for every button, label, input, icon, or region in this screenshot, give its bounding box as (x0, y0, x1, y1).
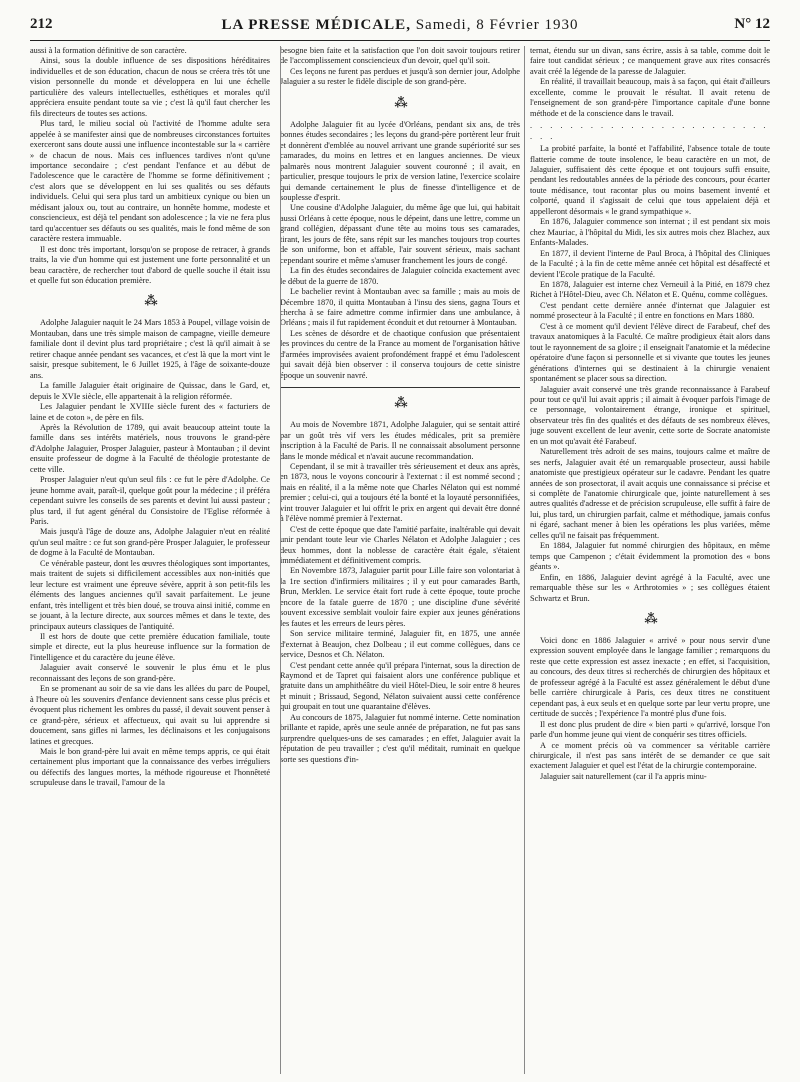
journal-name: LA PRESSE MÉDICALE, (221, 17, 411, 33)
section-separator-stars: ⁂ (144, 293, 156, 309)
paragraph: C'est à ce moment qu'il devient l'élève direct de Farabeuf, chef des travaux anatomiques à la Faculté. Ce maître prodigieux était alors dans tout le rayonnement de sa gloire ; il enseignait l'anatomie et la médecine opératoire d'une façon si personnelle et si vivante que toutes les jeunes générations d'internes qui se destinaient à la chirurgie venaient spontanément se placer sous sa direction. (530, 321, 770, 384)
column-divider (524, 46, 525, 1074)
article-columns (30, 46, 770, 1074)
section-separator-stars: ⁂ (644, 611, 656, 627)
paragraph: besogne bien faite et la satisfaction que l'on doit savoir toujours retirer de l'accomplissement consciencieux d'un devoir, quel qu'il soit. (280, 46, 520, 66)
section-separator-stars: ⁂ (394, 395, 406, 411)
paragraph: En Novembre 1873, Jalaguier partit pour Lille faire son volontariat à la 1re section d'infirmiers militaires ; il y eut pour camarades Barth, Brun, Merklen. Le service était fort rude à cette époque, toute proche encore de la fatale guerre de 1870 ; une discipline d'une sévérité souvent excessive semblait vouloir faire expier aux jeunes générations les fautes et les erreurs de leurs pères. (280, 566, 520, 628)
ellipsis-separator: . . . . . . . . . . . . . . . . . . . . . . . . . . . (530, 121, 769, 141)
paragraph: Adolphe Jalaguier fit au lycée d'Orléans, pendant six ans, de très bonnes études secondaires ; les leçons du grand-père portèrent leur fruit et donnèrent d'emblée au nouvel arrivant une grande supériorité sur ses camarades, du moins en lettres et en langues anciennes. De vieux palmarès nous montrent Jalaguier souvent couronné ; il avait, en particulier, presque toujours le prix de version latine, l'exercice scolaire qui demande certainement le plus de finesse d'intelligence et de souplesse d'esprit. (280, 119, 520, 202)
paragraph: ternat, étendu sur un divan, sans écrire, assis à sa table, comme doit le faire tout candidat sérieux ; ce manquement grave aux rites consacrés avait créé la légende de la paresse de Jalaguier. (530, 46, 770, 76)
paragraph: Ces leçons ne furent pas perdues et jusqu'à son dernier jour, Adolphe Jalaguier a su rester le fidèle disciple de son grand-père. (280, 66, 520, 87)
paragraph: Une cousine d'Adolphe Jalaguier, du même âge que lui, qui habitait aussi Orléans à cette époque, nous le dépeint, dans une lettre, comme un grand collégien, dépassant d'une tête au moins tous ses camarades, tirant, les jours de fête, sans répit sur les manches toujours trop courtes de son uniforme, bon et affable, l'air souvent sérieux, mais sachant cependant sourire et même s'amuser franchement les jours de congé. (280, 203, 520, 265)
paragraph: Mais le bon grand-père lui avait en même temps appris, ce qui était certainement plus important que la connaissance des verbes irréguliers ou défectifs des langues mortes, la méthode rigoureuse et l'honnêteté scrupuleuse dans le travail, l'amour de la (30, 747, 270, 788)
paragraph: Cependant, il se mit à travailler très sérieusement et deux ans après, en 1873, nous le voyons concourir à l'externat : il est nommé second ; mais en réalité, il a la même note que Charles Nélaton qui est nommé premier ; celui-ci, qui a toujours été la bonté et la loyauté personnifiées, vint trouver Jalaguier et lui offrit le prix en argent qui devait être donné à l'élève nommé premier à l'externat. (280, 461, 520, 524)
paragraph: Mais jusqu'à l'âge de douze ans, Adolphe Jalaguier n'eut en réalité qu'un seul maître : ce fut son grand-père Prosper Jalaguier, le professeur de dogme à la Faculté de Montauban. (30, 527, 270, 558)
paragraph: Plus tard, le milieu social où l'activité de l'homme adulte sera appelée à se manifester ainsi que de nombreuses circonstances fortuites exerceront sans doute aussi une influence incontestable sur la « carrière » de chacun de nous. Mais ces influences tardives n'ont qu'une importance secondaire ; c'est pendant l'enfance et au début de l'adolescence que le caractère de l'homme se forme définitivement ; c'est alors que se développent en lui ses qualités ou ses défauts individuels. Celui qui sera plus tard un ambitieux cynique ou bien un médisant jaloux ou, tout au contraire, un honnête homme, modeste et consciencieux, est déjà tel pendant son adolescence ; la vie ne fera plus tard qu'accentuer ses défauts ou ses qualités, mais le fond même de son caractère restera immuable. (30, 119, 270, 244)
page-header (30, 14, 770, 41)
paragraph: Il est donc plus prudent de dire « bien parti » qu'arrivé, lorsque l'on parle d'un homme jeune qui vient de conquérir ses titres officiels. (530, 719, 770, 740)
paragraph: En réalité, il travaillait beaucoup, mais à sa façon, qui était d'ailleurs excellente, comme le prouvait le résultat. Il avait retenu de l'enseignement de son grand-père l'importance capitale d'une bonne méthode et de la conscience dans le travail. (530, 77, 770, 118)
paragraph: Jalaguier avait conservé une très grande reconnaissance à Farabeuf pour tout ce qu'il lui avait appris ; il aimait à évoquer parfois l'image de ce personnage, volontairement étrange, ironique et spirituel, observateur très fin des qualités et des défauts de ses nombreux élèves, juge souvent excellent de leur avenir, cette sorte de Socrate anatomiste en un mot qu'avait été Farabeuf. (530, 384, 770, 446)
paragraph: En 1876, Jalaguier commence son internat ; il est pendant six mois chez Mauriac, à l'hôpital du Midi, les six autres mois chez Blachez, aux Enfants-Malades. (530, 217, 770, 248)
paragraph: En 1878, Jalaguier est interne chez Verneuil à la Pitié, en 1879 chez Richet à l'Hôtel-Dieu, avec Ch. Nélaton et E. Quénu, comme collègues. (530, 279, 770, 300)
paragraph: Il est donc très important, lorsqu'on se propose de retracer, à grands traits, la vie d'un homme qui est justement une forte personnalité et un beau caractère, de rechercher tout d'abord de quelle souche il était issu et quelle fut son éducation première. (30, 244, 270, 285)
paragraph: En 1884, Jalaguier fut nommé chirurgien des hôpitaux, en même temps que Campenon ; c'était évidemment la promotion des « bons géants ». (530, 541, 770, 572)
section-separator-stars: ⁂ (394, 94, 406, 110)
paragraph: C'est de cette époque que date l'amitié parfaite, inaltérable qui devait unir pendant toute leur vie Charles Nélaton et Adolphe Jalaguier ; ces deux hommes, dont la noblesse de caractère était égale, s'étaient immédiatement et définitivement compris. (280, 524, 520, 566)
paragraph: En se promenant au soir de sa vie dans les allées du parc de Poupel, à l'heure où les souvenirs d'enfance deviennent sans cesse plus précis et évoquent plus richement les ombres du passé, il devait souvent penser à ce grand-père, sérieux et affectueux, qui avait su lui apprendre si doucement, sans gifles ni larmes, les déclinaisons et les conjugaisons latines et grecques. (30, 684, 270, 746)
paragraph: Le bachelier revint à Montauban avec sa famille ; mais au mois de Décembre 1870, il quitta Montauban à l'insu des siens, gagna Tours et chercha à se faire admettre comme infirmier dans une ambulance, à Orléans ; mais il fut rapidement éconduit et dut retourner à Montauban. (280, 287, 520, 328)
paragraph: La fin des études secondaires de Jalaguier coïncida exactement avec le début de la guerre de 1870. (280, 266, 520, 286)
paragraph: Adolphe Jalaguier naquit le 24 Mars 1853 à Poupel, village voisin de Montauban, dans une très simple maison de campagne, vieille demeure familiale dont il devint plus tard propriétaire ; c'est là qu'il aimait à se retirer chaque année pendant ses vacances, et c'est là que la mort vint le saisir, presque subitement, le 6 Juillet 1925, à l'âge de soixante-douze ans. (30, 318, 270, 380)
paragraph: Au mois de Novembre 1871, Adolphe Jalaguier, qui se sentait attiré par un goût très vif vers les études médicales, prit sa première inscription à la Faculté de Paris. Il ne connaissait absolument personne dans le monde médical et n'avait aucune recommandation. (280, 420, 520, 461)
paragraph: Les scènes de désordre et de chaotique confusion que présentaient les provinces du centre de la France au moment de l'organisation hâtive d'armées improvisées avaient profondément frappé et ému l'adolescent qui savait déjà bien observer : il conserva toujours de cette sinistre époque un souvenir navré. (280, 328, 520, 380)
paragraph: C'est pendant cette dernière année d'internat que Jalaguier est nommé prosecteur à la Faculté ; il entre en fonctions en Mars 1880. (530, 300, 770, 321)
issue-number: N° 12 (734, 16, 770, 32)
section-rule (280, 387, 520, 388)
column-1 (30, 46, 270, 1074)
paragraph: Il est hors de doute que cette première éducation familiale, toute simple et directe, eut la plus heureuse influence sur la formation de l'intelligence et du caractère du jeune élève. (30, 632, 270, 662)
paragraph: Jalaguier sait naturellement (car il l'a appris minu- (540, 771, 707, 781)
column-2 (280, 46, 520, 1074)
column-3 (530, 46, 770, 1074)
paragraph: Voici donc en 1886 Jalaguier « arrivé » pour nous servir d'une expression souvent employée dans le langage familier ; remarquons du reste que cette expression est assez inexacte ; en effet, si l'acquisition, au concours, des deux titres si recherchés de chirurgien des hôpitaux et de professeur agrégé à la Faculté est assez généralement le début d'une belle carrière chirurgicale à Paris, ces deux titres ne constituent cependant pas, à eux seuls et en quelque sorte par leur vertu propre, une certitude de succès ; l'expérience l'a montré plus d'une fois. (530, 636, 770, 719)
paragraph: Ainsi, sous la double influence de ses dispositions héréditaires individuelles et de son éducation, chacun de nous se créera très tôt une vision personnelle du monde et développera en lui une échelle particulière des valeurs intellectuelles, esthétiques et morales qu'il appréciera ensuite pendant toute sa vie ; c'est là qu'il faut chercher les fils directeurs de toutes ses actions. (30, 56, 270, 118)
paragraph: Les Jalaguier pendant le XVIIIe siècle furent des « facturiers de laine et de coton », de père en fils. (30, 402, 270, 422)
paragraph: Ce vénérable pasteur, dont les œuvres théologiques sont importantes, mais traitent de sujets si difficilement accessibles aux non-initiés que leur lecture est vraiment une épreuve sévère, apprit à son petit-fils les éléments des langues anciennes qu'il savait parfaitement. Le jeune enfant, très intelligent et très bien doué, se trouva ainsi initié, comme en se jouant, à la lecture directe, aux sources mêmes et dans le texte, des principaux auteurs classiques de l'antiquité. (30, 558, 270, 631)
column-divider (280, 46, 281, 1074)
paragraph: La probité parfaite, la bonté et l'affabilité, l'absence totale de toute flatterie comme de toute insolence, le beau caractère en un mot, de Jalaguier, suffisaient dès cette époque et ont toujours suffi ensuite, pendant les redoutables années de la période des concours, pour écarter toute médisance, tout racontar plus ou moins basement inventé et colporté, quand il s'agissait de celui que tous appelaient déjà et appelleront désormais « le grand sympathique ». (530, 144, 770, 216)
paragraph: Enfin, en 1886, Jalaguier devint agrégé à la Faculté, avec une remarquable thèse sur les « Arthrotomies » ; ses collègues étaient Schwartz et Brun. (530, 572, 770, 603)
page-number: 212 (30, 16, 53, 32)
paragraph: La famille Jalaguier était originaire de Quissac, dans le Gard, et, depuis le XVIe siècle, elle appartenait à la religion réformée. (30, 381, 270, 401)
paragraph: Son service militaire terminé, Jalaguier fit, en 1875, une année d'externat à Beaujon, chez Dolbeau ; il eut comme collègues, dans ce service, Desnos et Ch. Nélaton. (280, 629, 520, 660)
paragraph: Jalaguier avait conservé le souvenir le plus ému et le plus reconnaissant des leçons de son grand-père. (30, 663, 270, 683)
paragraph: aussi à la formation définitive de son caractère. (30, 46, 187, 55)
paragraph: C'est pendant cette année qu'il prépara l'internat, sous la direction de Raymond et de Tapret qui faisaient alors une conférence publique et gratuite dans un amphithéâtre du vieil Hôtel-Dieu, le soir entre 8 heures et minuit ; Brissaud, Segond, Nélaton suivaient aussi cette conférence qui groupait en tout une quarantaine d'élèves. (280, 660, 520, 712)
paragraph: Après la Révolution de 1789, qui avait beaucoup atteint toute la famille dans ses intérêts matériels, nous trouvons le grand-père d'Adolphe Jalaguier, Prosper Jalaguier, pasteur à Montauban ; il devint ensuite professeur de dogme à la Faculté de théologie protestante de cette ville. (30, 422, 270, 474)
paragraph: A ce moment précis où va commencer sa véritable carrière chirurgicale, il n'est pas sans intérêt de se demander ce que sait exactement Jalaguier et quel est l'état de la chirurgie contemporaine. (530, 740, 770, 771)
paragraph: En 1877, il devient l'interne de Paul Broca, à l'hôpital des Cliniques de la Faculté ; à la fin de cette même année cet hôpital est désaffecté et devient l'Ecole pratique de la Faculté. (530, 248, 770, 279)
paragraph: Naturellement très adroit de ses mains, toujours calme et maître de ses nerfs, Jalaguier avait été un remarquable prosecteur, aussi habile anatomiste que prestigieux opérateur sur le cadavre. Pendant les quatre années de son prosectorat, il avait acquis une connaissance si précise et si complète de l'anatomie chirurgicale que, jointe naturellement à ses autres qualités d'adresse et de précision scrupuleuse, elle suffit à faire de lui, plus tard, un chirurgien parfait, calme et méthodique, jamais confus ni égaré, sachant mener à bien les opérations les plus variées, même celles qu'il ne faisait pas fréquemment. (530, 447, 770, 540)
paragraph: Au concours de 1875, Jalaguier fut nommé interne. Cette nomination brillante et rapide, après une seule année de préparation, ne fut pas sans surprendre quelques-uns de ses camarades ; en effet, Jalaguier avait la réputation de peu travailler ; c'est qu'il méditait, ruminait en quelque sorte ses questions d'in- (280, 712, 520, 764)
issue-date: Samedi, 8 Février 1930 (415, 17, 579, 33)
paragraph: Prosper Jalaguier n'eut qu'un seul fils : ce fut le père d'Adolphe. Ce jeune homme avait, paraît-il, quelque goût pour la médecine ; il préféra cependant suivre les conseils de ses parents et devint lui aussi pasteur ; plus tard, il fut agent général du Consistoire de l'Eglise réformée à Paris. (30, 475, 270, 527)
journal-title (30, 17, 770, 34)
